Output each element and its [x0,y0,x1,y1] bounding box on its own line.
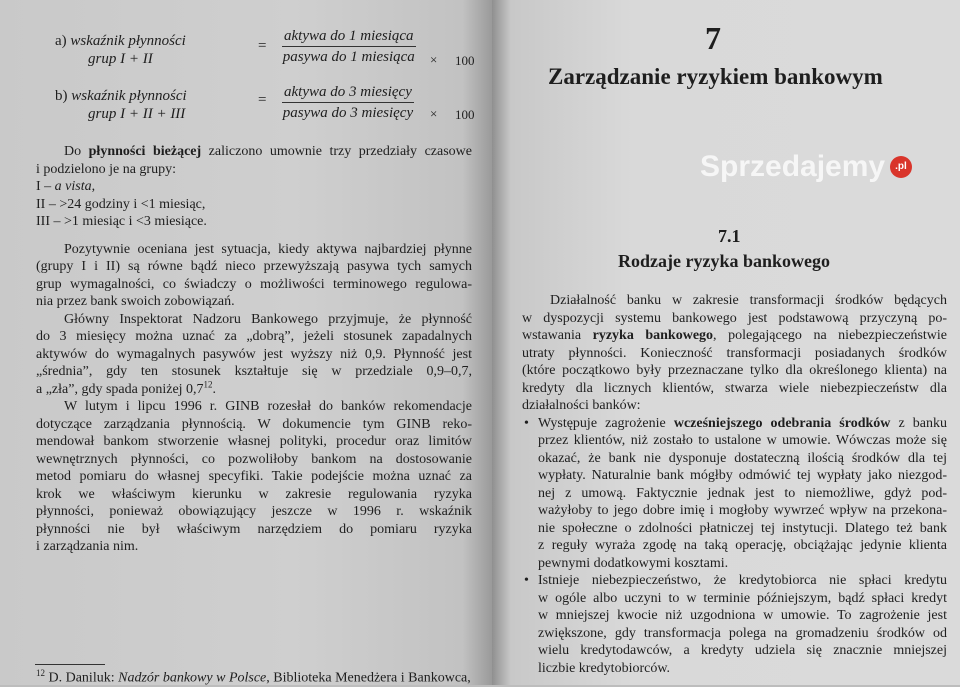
text-line [36,196,472,214]
footnote-rule [35,664,105,665]
text-run: (które początkowo były przeznaczane tylko dla określonego klienta) na [522,363,947,378]
text-run: wielu kredytodawców, a kredyty udziela się znacznie mniejszej [538,643,947,658]
text-run: „średnia”, gdy ten stosunek kształtuje się w przedziale 0,9–0,7, [36,364,472,379]
denominator: pasywa do 1 miesiąca [282,49,415,65]
chapter-title: Zarządzanie ryzykiem bankowym [548,64,883,89]
equals-sign: = [258,92,267,108]
text-run: , polegającego na niebezpieczeństwie [713,328,948,343]
text-run: utraty płynności. Konieczność transformacji posiadanych środków [522,345,947,361]
text-run: Istnieje niebezpieczeństwo, że kredytobiorca nie spłaci kredytu [538,573,947,588]
text-run: przez klientów, niż zostało to ustalone w umowie. Wówczas może się [538,433,947,448]
factor: 100 [455,53,475,68]
watermark-logo: Sprzedajemy [700,150,886,183]
text-line [522,660,947,678]
text-line [36,143,472,161]
text-line [36,213,472,231]
watermark-badge: .pl [890,156,912,178]
text-line [36,503,472,521]
text-line [522,485,947,503]
factor: 100 [455,107,475,122]
chapter-number: 7 [705,20,721,56]
times-sign: × [430,106,438,121]
text-run: grup wymagalności, co świadczy o możliwości terminowego regulowa- [36,276,472,292]
formula-name: wskaźnik płynności [71,88,187,104]
text-line [522,502,947,520]
text-run: ryzyka bankowego [592,328,714,343]
text-run: nia przez bank swoich zobowiązań. [36,294,235,309]
footnote-ref: 12 [203,378,213,389]
text-run: Główny Inspektorat Nadzoru Bankowego przyjmuje, że płynność [64,311,472,327]
text-line [36,433,472,451]
text-line [36,538,472,556]
text-line [36,276,472,294]
formula-label: a) [55,33,67,49]
text-run: i podzielono je na grupy: [36,161,176,177]
text-run: I – [36,179,55,194]
bullet-icon: • [524,573,529,588]
text-run: wewnętrznych płynności, co pozwoliłoby bankom na dostosowanie [36,451,472,467]
text-line [522,292,947,310]
text-line [522,625,947,643]
text-line [36,328,472,346]
text-line [36,311,472,329]
text-run: nie społeczne o zdolności płatniczej tej instytucji. Dlatego też bank [538,520,947,536]
text-run: płynności, ponieważ obowiązujący jeszcze w 1996 r. wskaźnik [36,504,472,519]
text-line [522,432,947,450]
text-run: aktywów do wymagalnych pasywów jest wyższy niż 0,9. Płynność jest [36,346,472,362]
section-title: Rodzaje ryzyka bankowego [618,251,830,271]
text-run: w dyspozycji systemu bankowego jest podstawową przyczyną po- [522,310,947,326]
text-run: III – >1 miesiąc i <3 miesiące. [36,214,207,229]
text-run: w mniejszej kwocie niż uzgodniona w umowie. To zagrożenie jest [538,608,947,623]
text-run: kredyty dla licznych klientów, stwarza wiele niebezpieczeństw dla [522,380,947,396]
text-line [36,363,472,381]
section-number: 7.1 [718,226,741,246]
text-run: w ogóle albo uczyni to w terminie późniejszym, bądź spłaci kredyt [538,590,947,606]
text-line [36,398,472,416]
text-line [522,415,947,433]
text-line [522,450,947,468]
text-run: ważyłoby to jego dobre imię i mogłoby wywrzeć wpływ na przekona- [538,503,947,518]
footnote-rest: , Biblioteka Menedżera i Bankowca, [266,670,471,686]
footnote-number: 12 [36,668,45,678]
footnote-author: D. Daniluk: [48,670,119,686]
text-line [36,378,472,399]
paragraph-gap [36,231,472,241]
text-run: metod pomiaru do własnej specyfiki. Takie podejście można uznać za [36,469,472,484]
text-line [36,178,472,196]
text-run: i zarządzania nim. [36,539,139,554]
text-run: z reguły wyraża zgodę na taką operację, obciążając jedynie klienta [538,538,947,553]
numerator: aktywa do 1 miesiąca [282,28,416,47]
text-run: zaliczono umownie trzy przedziały czasowe [201,144,472,159]
text-line [36,521,472,539]
fraction [282,28,416,66]
text-line [36,486,472,504]
numerator: aktywa do 3 miesięcy [282,84,414,103]
text-run: wcześniejszego odebrania środków [673,415,891,431]
text-run: płynności bieżącej [88,144,202,159]
text-line [522,590,947,608]
text-line [36,451,472,469]
text-run: do 3 miesięcy można uznać za „dobrą”, jeżeli stosunek zapadalnych [36,329,472,344]
text-line [522,537,947,555]
text-run: Działalność banku w zakresie transformacji środków będących [550,293,947,308]
text-run: a „zła”, gdy spada poniżej 0,7 [36,381,204,397]
formula-name: wskaźnik płynności [70,33,186,49]
text-run: II – >24 godziny i <1 miesiąc, [36,196,206,212]
text-run: Pozytywnie oceniana jest sytuacja, kiedy aktywa najbardziej płynne [64,241,472,257]
text-line [522,607,947,625]
text-run: płynności nie był właściwym narzędziem do pomiaru ryzyka [36,521,472,537]
left-body-text [36,143,472,556]
text-run: Do [64,144,89,159]
text-line [36,258,472,276]
text-line [36,241,472,259]
text-line [36,416,472,434]
text-line [522,397,947,415]
text-run: liczbie kredytobiorców. [538,660,671,676]
text-run: pewnymi dodatkowymi kosztami. [538,555,729,571]
equals-sign: = [258,38,267,54]
text-run: (grupy I i II) są równe bądź nieco przewyższają pasywa tych samych [36,259,472,274]
text-line [522,555,947,573]
footnote [36,668,471,687]
footnote-title: Nadzór bankowy w Polsce [118,670,267,686]
text-line [36,293,472,311]
text-line [36,161,472,179]
text-run: W lutym i lipcu 1996 r. GINB rozesłał do banków rekomendacje [64,399,472,414]
text-run: wstawania [522,328,593,343]
text-run: wypłaty. Naturalnie bank mógłby odmówić tej wypłaty jako niezgod- [538,468,947,483]
formula-name-line2: grup I + II + III [88,106,186,122]
text-line [522,345,947,363]
text-line [522,520,947,538]
text-line [522,362,947,380]
text-run: krok we właściwym kierunku w zakresie regulowania ryzyka [36,486,472,502]
text-run: a vista [54,179,92,194]
text-line [522,310,947,328]
denominator: pasywa do 3 miesięcy [282,105,414,121]
text-line [522,327,947,345]
text-line [522,642,947,660]
formula-label: b) [55,88,68,104]
text-run: , [91,179,96,194]
text-line [522,572,947,590]
text-run: nej z umową. Faktycznie jednak jest to niemożliwe, gdyż pod- [538,485,947,501]
times-sign: × [430,52,438,67]
text-run: . [212,381,217,397]
text-run: Występuje zagrożenie [538,415,674,431]
fraction [282,84,414,122]
bullet-icon: • [524,415,529,431]
text-run: mendował bankom stworzenie własnej polityki, procedur oraz limitów [36,434,472,449]
text-run: dotyczące zarządzania płynnością. W dokumencie tym GINB reko- [36,416,472,432]
text-line [36,468,472,486]
text-line [522,380,947,398]
text-run: z banku [890,415,947,431]
text-line [36,346,472,364]
formula-name-line2: grup I + II [88,51,153,67]
text-run: działalności banków: [522,398,641,413]
text-line [522,467,947,485]
right-body-text [522,292,947,677]
text-run: okazać, że bank nie dysponuje dostateczną ilością środków dla tej [538,450,947,466]
text-run: zwiększone, gdy transformacja polega na gromadzeniu środków od [538,625,947,641]
